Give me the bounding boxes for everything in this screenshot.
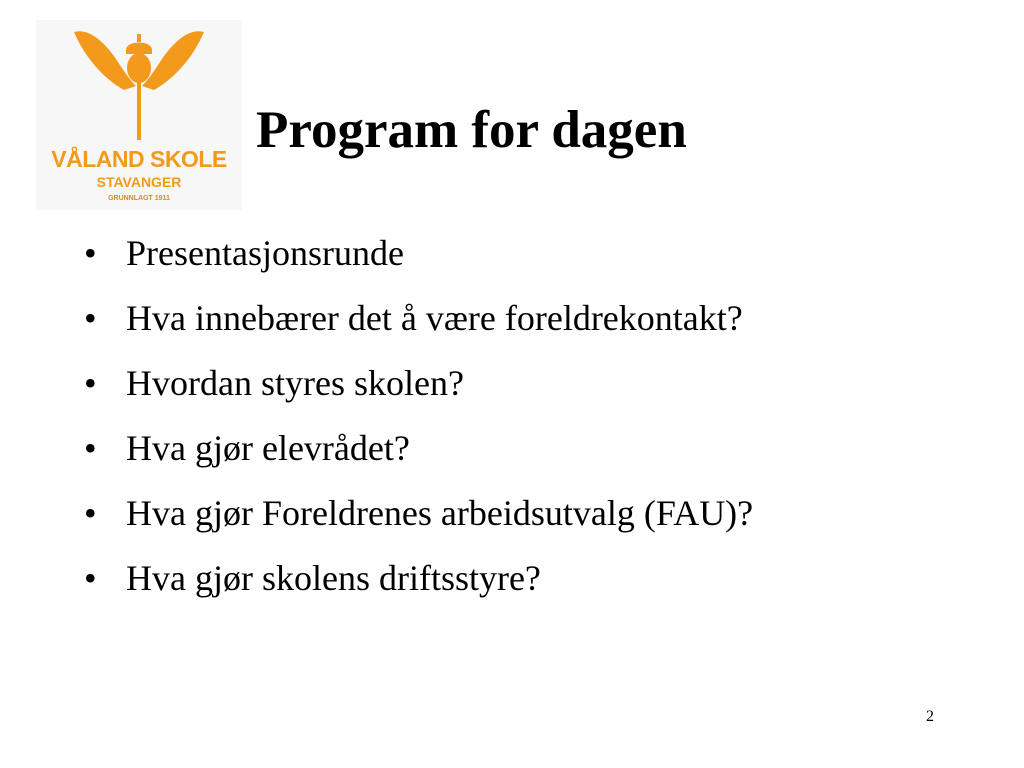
bullet-text: Hva innebærer det å være foreldrekontakt? <box>126 298 743 338</box>
logo-school-name: VÅLAND SKOLE <box>51 146 227 172</box>
school-logo <box>36 20 242 210</box>
logo-city: STAVANGER <box>96 174 182 190</box>
logo-founded-text: GRUNNLAGT 1911 <box>108 195 170 202</box>
page-number: 2 <box>926 708 934 725</box>
slide-title: Program for dagen <box>256 101 687 159</box>
bullet-text: Hvordan styres skolen? <box>126 363 464 403</box>
bullet-icon: • <box>84 493 97 533</box>
bullet-icon: • <box>84 363 97 403</box>
bullet-icon: • <box>84 298 97 338</box>
bullet-icon: • <box>84 558 97 598</box>
bullet-text: Presentasjonsrunde <box>126 233 404 273</box>
bullet-icon: • <box>84 428 97 468</box>
bullet-text: Hva gjør Foreldrenes arbeidsutvalg (FAU)? <box>126 493 754 533</box>
acorn-wings-icon <box>36 20 242 150</box>
bullet-text: Hva gjør skolens driftsstyre? <box>126 558 541 598</box>
bullet-text: Hva gjør elevrådet? <box>126 428 410 468</box>
bullet-icon: • <box>84 233 97 273</box>
